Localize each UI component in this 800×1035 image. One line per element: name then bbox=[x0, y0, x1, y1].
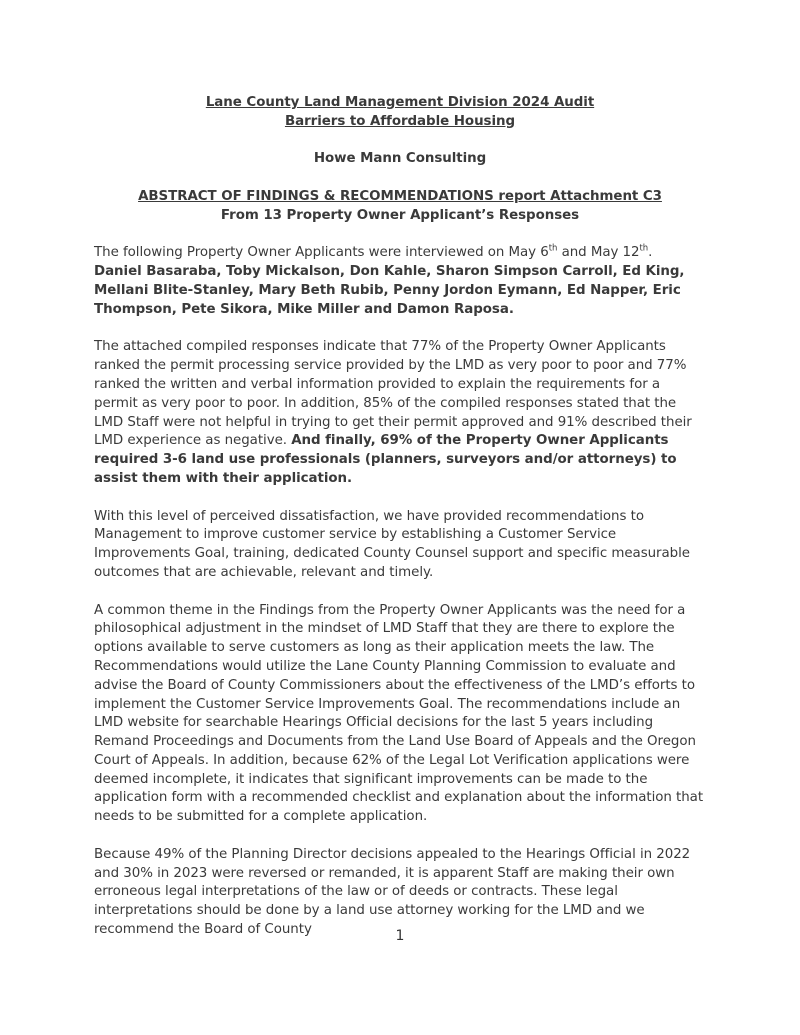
compiled-responses-text: The attached compiled responses indicate that 77% of the Property Owner Applicants ranked the permit processing service provided by the LMD as very poor to poor and 77% ranked the written and verbal information provided to explain the requirements for a permit as very poor to poor. In addition, 85% of the compiled responses stated that the LMD Staff were not helpful in trying to get their permit approved and 91% described their LMD experience as negative. bbox=[94, 339, 692, 449]
audit-subtitle: Barriers to Affordable Housing bbox=[284, 113, 516, 129]
abstract-heading bbox=[94, 188, 706, 226]
interviewee-names: Daniel Basaraba, Toby Mickalson, Don Kahle, Sharon Simpson Carroll, Ed King, Mellani Blite-Stanley, Mary Beth Rubib, Penny Jordon Eymann, Ed Napper, Eric Thompson, Pete Sikora, Mike Miller and Damon Raposa. bbox=[94, 264, 685, 317]
dissatisfaction-paragraph: With this level of perceived dissatisfaction, we have provided recommendations to Management to improve customer service by establishing a Customer Service Improvements Goal, training, dedicated County Counsel support and specific measurable outcomes that are achievable, relevant and timely. bbox=[94, 508, 690, 580]
intro-sup-b: th bbox=[639, 243, 649, 254]
abstract-subtitle: From 13 Property Owner Applicant’s Responses bbox=[220, 207, 580, 223]
abstract-title: ABSTRACT OF FINDINGS & RECOMMENDATIONS report Attachment C3 bbox=[138, 188, 662, 204]
title-block bbox=[94, 94, 706, 132]
document-body bbox=[94, 94, 706, 940]
intro-text-c: . bbox=[648, 245, 653, 261]
consultant-name: Howe Mann Consulting bbox=[313, 151, 487, 167]
page-number: 1 bbox=[395, 928, 405, 944]
appeals-paragraph: Because 49% of the Planning Director decisions appealed to the Hearings Official in 2022 and 30% in 2023 were reversed or remanded, it is apparent Staff are making their own erroneous legal interpretations of the law or of deeds or contracts. These legal interpretations should be done by a land use attorney working for the LMD and we recommend the Board of County bbox=[94, 846, 691, 938]
compiled-responses-paragraph bbox=[94, 338, 706, 488]
compiled-responses-bold: And finally, 69% of the Property Owner Applicants required 3-6 land use professionals (planners, surveyors and/or attorneys) to assist them with their application. bbox=[94, 433, 677, 486]
common-theme-paragraph: A common theme in the Findings from the Property Owner Applicants was the need for a philosophical adjustment in the mindset of LMD Staff that they are there to explore the options available to serve customers as long as their application meets the law. The Recommendations would utilize the Lane County Planning Commission to evaluate and advise the Board of County Commissioners about the effectiveness of the LMD’s efforts to implement the Customer Service Improvements Goal. The recommendations include an LMD website for searchable Hearings Official decisions for the last 5 years including Remand Proceedings and Documents from the Land Use Board of Appeals and the Oregon Court of Appeals. In addition, because 62% of the Legal Lot Verification applications were deemed incomplete, it indicates that significant improvements can be made to the application form with a recommended checklist and explanation about the information that needs to be submitted for a complete application. bbox=[94, 602, 704, 825]
intro-text-b: and May 12 bbox=[557, 245, 640, 261]
intro-text-a: The following Property Owner Applicants were interviewed on May 6 bbox=[94, 245, 549, 261]
intro-sup-a: th bbox=[548, 243, 558, 254]
audit-title: Lane County Land Management Division 2024 Audit bbox=[205, 95, 595, 110]
intro-paragraph bbox=[94, 244, 706, 319]
